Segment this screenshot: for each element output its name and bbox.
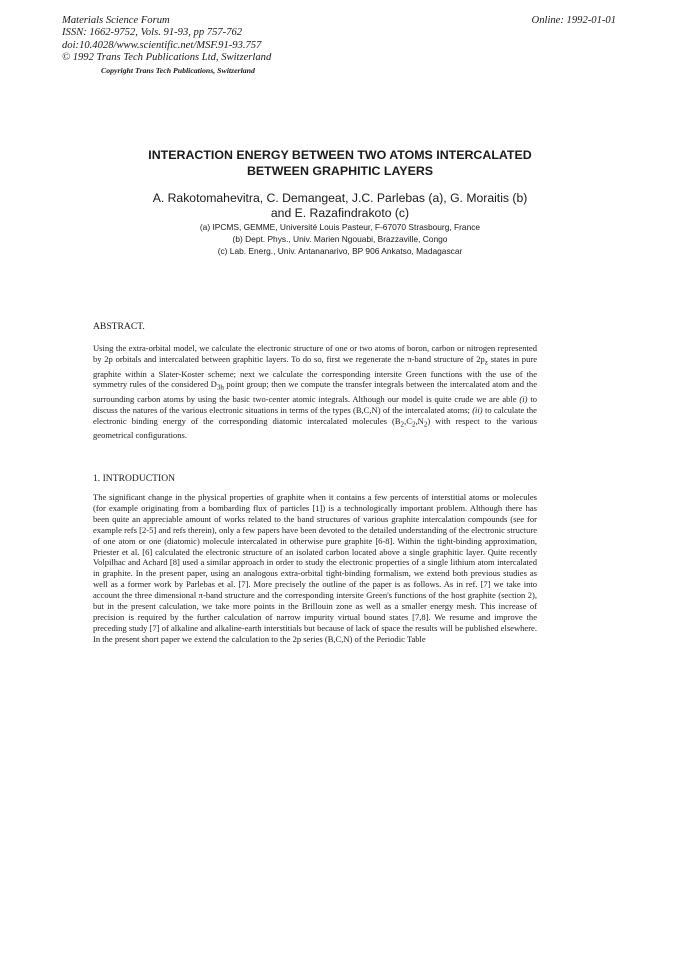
abstract-sub-3h: 3h — [216, 384, 224, 393]
issn-line: ISSN: 1662-9752, Vols. 91-93, pp 757-762 — [62, 27, 243, 39]
abstract-item-i: (i) — [519, 394, 528, 405]
abstract-heading: ABSTRACT. — [93, 321, 145, 332]
affiliation-c: (c) Lab. Energ., Univ. Antananarivo, BP 906 Ankatso, Madagascar — [217, 245, 463, 256]
paper-title — [60, 147, 620, 179]
abstract-sub-c2: 2 — [411, 420, 416, 429]
affiliations — [60, 222, 620, 257]
affiliation-b: (b) Dept. Phys., Univ. Marien Ngouabi, Brazzaville, Congo — [232, 233, 448, 244]
copyright-line: © 1992 Trans Tech Publications Ltd, Switzerland — [62, 51, 272, 63]
title-line-2: BETWEEN GRAPHITIC LAYERS — [246, 164, 434, 178]
abstract-paragraph — [93, 343, 537, 441]
title-line-1: INTERACTION ENERGY BETWEEN TWO ATOMS INTERCALATED — [148, 148, 532, 162]
abstract-text-c: ,C — [404, 415, 412, 426]
introduction-paragraph: The significant change in the physical properties of graphite when it contains a few percents of interstitial atoms or molecules (for example originating from a bombarding flux of particles [1]) is a technologically important problem. Although there has been quite an appreciable amount of works related to the band structures of various graphite intercalation compounds (see for example refs [2-5] and refs therein), only a few papers have been devoted to the detailed understanding of the electronic structure of one atom or one (diatomic) molecule intercalated in otherwise pure graphite [6-8]. Within the tight-binding approximation, Priester et al. [6] calculated the electronic structure of an isolated carbon located above a single graphitic layer. Quite recently Volpilhac and Achard [8] used a similar approach in order to study the electronic properties of a single lithium atom intercalated in graphite. In the present paper, using an analogous extra-orbital tight-binding formalism, we extend both previous studies as well as a former work by Parlebas et al. [7]. More precisely the outline of the paper is as follows. As in ref. [7] we take into account the three dimensional π-band structure and the corresponding intersite Green's functions of the host graphite (section 2), but in the present calculation, we take more points in the Brillouin zone as well as a smaller energy mesh. This increase of precision is required by the further calculation of narrow impurity virtual bound states [7,8]. We resume and improve the preceding study [7] of alkaline and alkaline-earth interstitials but because of lack of space the results will be published elsewhere. In the present short paper we extend the calculation to the 2p series (B,C,N) of the Periodic Table — [93, 492, 537, 644]
abstract-text-1: Using the extra-orbital model, we calculate the electronic structure of one or two atoms of boron, carbon or nitrogen represented by 2p orbitals and intercalated between graphitic layers. To do so, first we regenerate the π-band structure of 2p — [93, 343, 537, 364]
online-date: Online: 1992-01-01 — [531, 15, 616, 26]
doi-line[interactable]: doi:10.4028/www.scientific.net/MSF.91-93.757 — [62, 39, 262, 51]
authors-line-1: A. Rakotomahevitra, C. Demangeat, J.C. Parlebas (a), G. Moraitis (b) — [152, 191, 528, 205]
abstract-sub-n2: 2 — [423, 420, 428, 429]
journal-metadata — [62, 15, 271, 64]
abstract-sub-z: z — [484, 358, 488, 367]
journal-name: Materials Science Forum — [62, 15, 170, 26]
abstract-text-6: ) with respect to the various geometrical configurations. — [93, 415, 537, 441]
abstract-text-3: point group; then we compute the transfer integrals between the intercalated atom and the surrounding carbon atoms by using the basic two-center atomic integrals. Although our model is quite crude we are able — [93, 379, 537, 405]
introduction-heading: 1. INTRODUCTION — [93, 473, 176, 484]
author-list — [60, 191, 620, 221]
authors-line-2: and E. Razafindrakoto (c) — [270, 206, 410, 220]
abstract-item-ii: (ii) — [472, 404, 483, 415]
abstract-sub-b2: 2 — [400, 420, 405, 429]
abstract-text-4: to discuss the natures of the various electronic situations in terms of the types (B,C,N) of the intercalated atoms; — [93, 394, 537, 415]
affiliation-a: (a) IPCMS, GEMME, Université Louis Pasteur, F-67070 Strasbourg, France — [199, 222, 481, 232]
abstract-text-n: ,N — [415, 415, 424, 426]
abstract-text-5: to calculate the electronic binding energy of the corresponding diatomic intercalated molecules (B — [93, 404, 537, 426]
publisher-copyright: Copyright Trans Tech Publications, Switzerland — [101, 66, 255, 75]
abstract-text-2: states in pure graphite within a Slater-Koster scheme; next we calculate the corresponding intersite Green functions with the use of the symmetry rules of the considered D — [93, 353, 537, 390]
